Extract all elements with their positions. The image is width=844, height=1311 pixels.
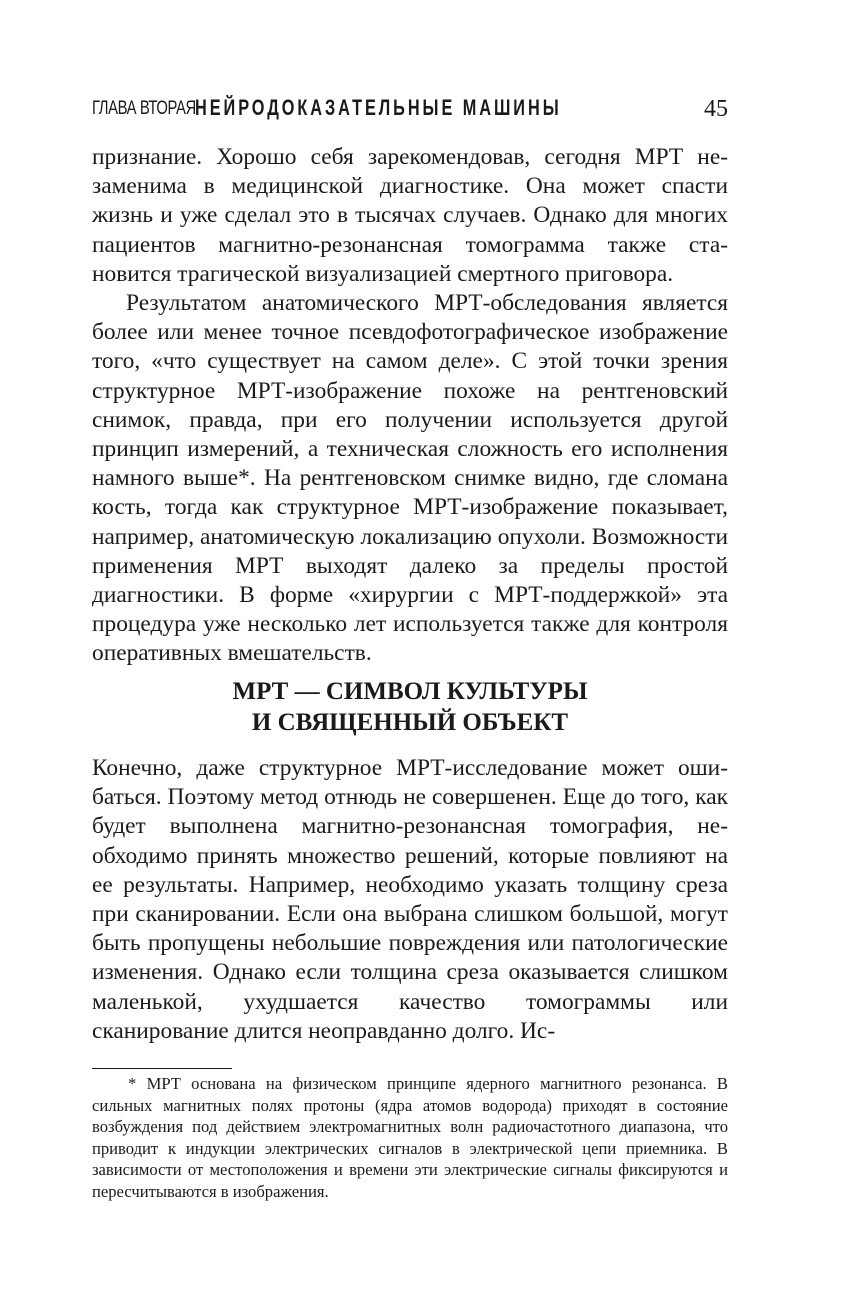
running-head [92, 92, 728, 126]
footnote-text: * МРТ основана на физическом принципе ядерного магнитного резонанса. В сильных магнитных полях протоны (ядра атомов водорода) приходят в состояние возбуждения под действием электромагнитных волн радиочастотного диапазона, что приводит к индукции электрических сигналов в электрической цепи приемника. В зависимости от местоположения и времени эти электрические сигналы фиксируются и пересчитываются в изображения. [92, 1074, 728, 1201]
section-heading [92, 676, 728, 738]
paragraph: Конечно, даже структурное МРТ-исследование может ошибаться. Поэтому метод отнюдь не совершенен. Еще до того, как будет выполнена магнитно-резонансная томография, необходимо принять множество решений, которые повлияют на ее результаты. Например, необходимо указать толщину среза при сканировании. Если она выбрана слишком большой, могут быть пропущены небольшие повреждения или патологические изменения. Однако если толщина среза оказывается слишком маленькой, ухудшается качество томограммы или сканирование длится неоправданно долго. Ис- [92, 755, 728, 1044]
section-heading-line-1: МРТ — СИМВОЛ КУЛЬТУРЫ [232, 678, 588, 705]
paragraph-continuation: признание. Хорошо себя зарекомендовав, сегодня МРТ незаменима в медицинской диагностике. Она может спасти жизнь и уже сделал это в тысячах случаев. Однако для многих пациентов магнитно-резонансная томограмма также становится трагической визуализацией смертного приговора. [92, 144, 728, 287]
section-heading-line-2: И СВЯЩЕННЫЙ ОБЪЕКТ [251, 709, 569, 736]
chapter-title: НЕЙРОДОКАЗАТЕЛЬНЫЕ МАШИНЫ [195, 95, 562, 120]
body-text-section-1 [92, 143, 728, 669]
footnote-divider [92, 1068, 232, 1069]
page-number: 45 [704, 96, 728, 122]
paragraph: Результатом анатомического МРТ-обследования является более или менее точное псевдофотографическое изображение того, «что существует на самом деле». С этой точки зрения структурное МРТ-изображение похоже на рентгеновский снимок, правда, при его получении используется другой принцип измерений, а техническая сложность его исполнения намного выше*. На рентгеновском снимке видно, где сломана кость, тогда как структурное МРТ-изображение показывает, например, анатомическую локализацию опухоли. Возможности применения МРТ выходят далеко за пределы простой диагностики. В форме «хирургии с МРТ-поддержкой» эта процедура уже несколько лет используется также для контроля оперативных вмешательств. [92, 290, 728, 667]
body-text-section-2 [92, 754, 728, 1046]
footnote [92, 1073, 728, 1203]
chapter-label: ГЛАВА ВТОРАЯ [92, 98, 196, 119]
